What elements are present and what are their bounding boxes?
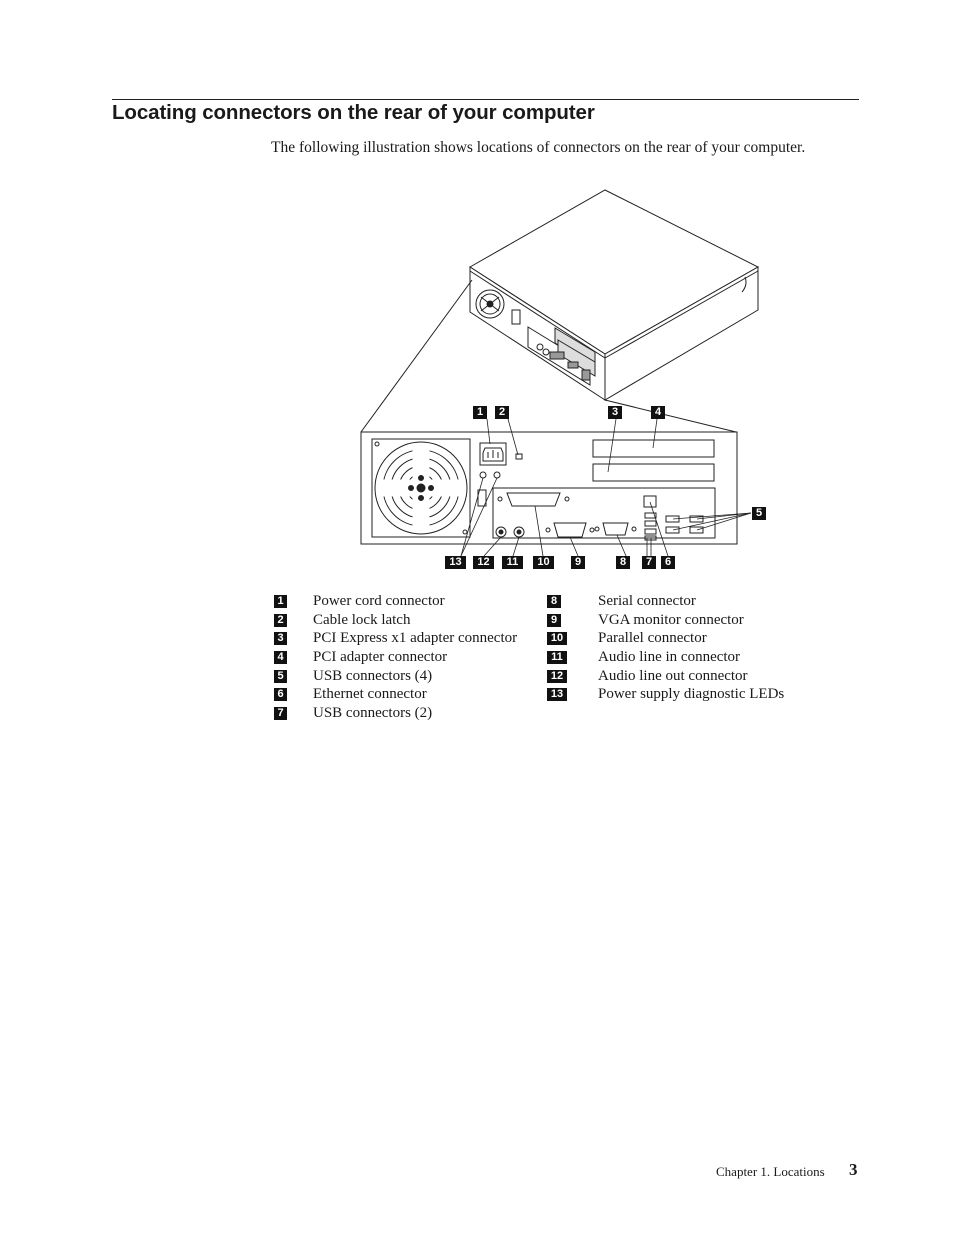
legend-number: 1	[274, 595, 287, 608]
legend-label: Cable lock latch	[313, 611, 411, 628]
legend-number: 4	[274, 651, 287, 664]
legend-number: 7	[274, 707, 287, 720]
callout-9: 9	[571, 556, 585, 569]
callout-5: 5	[752, 507, 766, 520]
rear-panel-drawing	[361, 432, 737, 544]
legend-number: 5	[274, 670, 287, 683]
legend-label: Ethernet connector	[313, 686, 427, 703]
rear-connectors-illustration	[350, 182, 780, 577]
legend-number: 8	[547, 595, 561, 608]
legend-number: 2	[274, 614, 287, 627]
callout-3: 3	[608, 406, 622, 419]
legend-number: 6	[274, 688, 287, 701]
callout-8: 8	[616, 556, 630, 569]
callout-1: 1	[473, 406, 487, 419]
callout-7: 7	[642, 556, 656, 569]
legend-label: PCI Express x1 adapter connector	[313, 630, 518, 647]
legend-label: Serial connector	[598, 593, 696, 609]
legend-number: 12	[547, 670, 567, 683]
legend-label: Audio line out connector	[598, 667, 748, 684]
callout-13: 13	[445, 556, 466, 569]
legend-number: 13	[547, 688, 567, 701]
heading-rule	[112, 99, 859, 100]
footer-chapter: Chapter 1. Locations	[716, 1164, 825, 1179]
legend-label: Power cord connector	[313, 593, 445, 609]
legend-label: Audio line in connector	[598, 649, 741, 666]
legend-label: PCI adapter connector	[313, 649, 448, 666]
legend-label: Parallel connector	[598, 630, 707, 647]
computer-3d-view	[470, 190, 758, 400]
callout-6: 6	[661, 556, 675, 569]
legend-label: VGA monitor connector	[598, 611, 744, 628]
legend-number: 11	[547, 651, 567, 664]
callout-10: 10	[533, 556, 554, 569]
legend-label: USB connectors (2)	[313, 705, 433, 722]
callout-4: 4	[651, 406, 665, 419]
legend-label: Power supply diagnostic LEDs	[598, 686, 785, 703]
computer-rear-drawing	[350, 182, 780, 577]
legend-number: 9	[547, 614, 561, 627]
callout-12: 12	[473, 556, 494, 569]
callout-2: 2	[495, 406, 509, 419]
page-number: 3	[849, 1160, 858, 1179]
legend-number: 10	[547, 632, 567, 645]
legend-number: 3	[274, 632, 287, 645]
legend-label: USB connectors (4)	[313, 667, 433, 684]
intro-paragraph: The following illustration shows locations of connectors on the rear of your computer.	[271, 139, 806, 156]
callout-11: 11	[502, 556, 523, 569]
page-heading: Locating connectors on the rear of your computer	[112, 101, 595, 124]
